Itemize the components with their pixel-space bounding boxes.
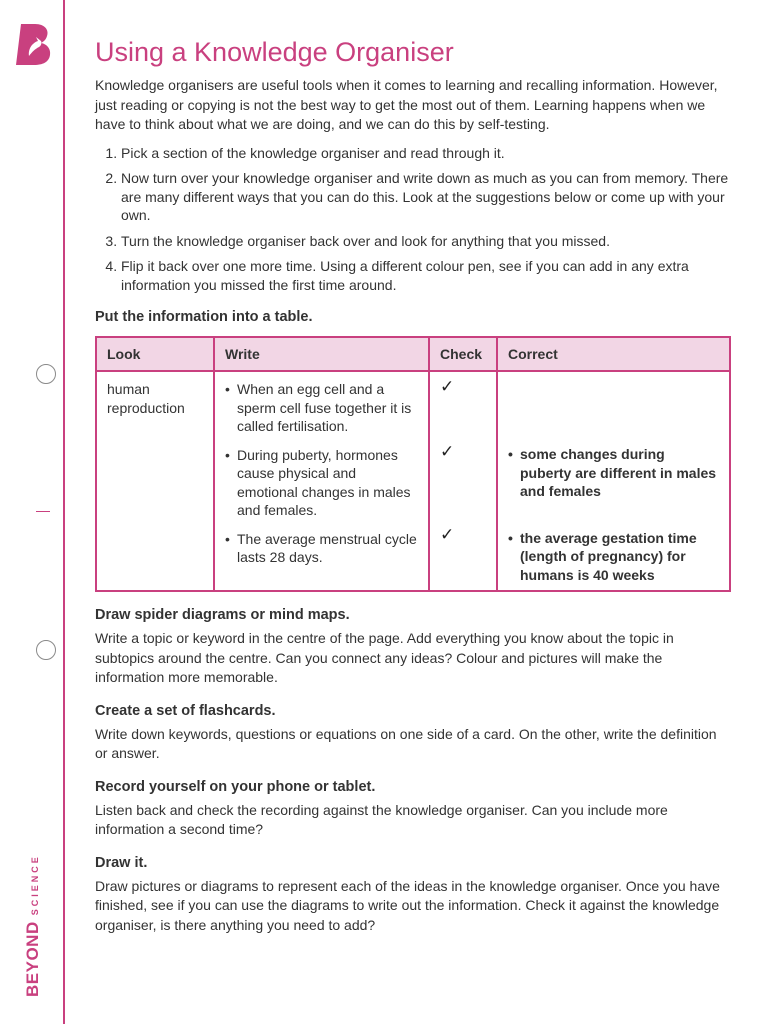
write-item: • During puberty, hormones cause physical and emotional changes in males and females.: [225, 446, 418, 520]
check-mark-icon: ✓: [440, 377, 455, 396]
step-item: 4. Flip it back over one more time. Using a different colour pen, see if you can add in any extra information you missed the first time around.: [121, 257, 732, 294]
section-heading: Create a set of flashcards.: [95, 702, 276, 719]
intro-paragraph: Knowledge organisers are useful tools when it comes to learning and recalling information. However, just reading or copying is not the best way to get the most out of them. Learning happens when we have to think about what we are doing, and we can do this by self-testing.: [95, 77, 718, 132]
section-heading: Draw spider diagrams or mind maps.: [95, 607, 350, 623]
step-item: 1. Pick a section of the knowledge organiser and read through it.: [121, 144, 732, 163]
table-header-row: [96, 337, 730, 371]
page-title: Using a Knowledge Organiser: [95, 37, 454, 67]
correct-item: • the average gestation time (length of pregnancy) for humans is 40 weeks: [508, 529, 719, 585]
steps-list: [95, 144, 732, 295]
section-body: Listen back and check the recording against the knowledge organiser. Can you include more information a second time?: [95, 801, 668, 837]
fold-mark: [36, 511, 50, 512]
table-row: [96, 371, 730, 591]
section-body: Write down keywords, questions or equations on one side of a card. On the other, write the definition or answer.: [95, 725, 717, 761]
section-body: Write a topic or keyword in the centre of the page. Add everything you know about the topic in subtopics around the centre. Can you connect any ideas? Colour and pictures will make the information more memorable.: [95, 630, 674, 685]
brand-name: BEYOND: [23, 921, 42, 997]
cell-check: [429, 371, 497, 591]
correct-item: • some changes during puberty are different in males and females: [508, 445, 719, 501]
check-mark-icon: ✓: [440, 525, 455, 544]
header-check: Check: [429, 337, 497, 371]
cell-look: human reproduction: [96, 371, 214, 591]
header-correct: Correct: [497, 337, 730, 371]
step-item: 3. Turn the knowledge organiser back over and look for anything that you missed.: [121, 232, 732, 251]
write-item: • The average menstrual cycle lasts 28 days.: [225, 530, 418, 567]
brand-sub: SCIENCE: [30, 854, 40, 916]
section-body: Draw pictures or diagrams to represent each of the ideas in the knowledge organiser. Once you have finished, see if you can use the diagrams to write out the information. Check it against the knowledge organiser, is there anything you need to add?: [95, 877, 720, 933]
beyond-b-logo-icon: [14, 22, 52, 66]
punch-hole: [36, 364, 56, 384]
margin-line: [63, 0, 65, 1024]
punch-hole: [36, 640, 56, 660]
check-mark-icon: ✓: [440, 442, 455, 461]
look-write-check-table: [95, 336, 731, 592]
cell-write: [214, 371, 429, 591]
section-heading: Draw it.: [95, 854, 148, 871]
header-look: Look: [96, 337, 214, 371]
brand-wordmark: [23, 854, 43, 997]
document-body: [95, 34, 732, 935]
cell-correct: [497, 371, 730, 591]
table-heading: Put the information into a table.: [95, 309, 313, 325]
section-heading: Record yourself on your phone or tablet.: [95, 778, 376, 795]
step-item: 2. Now turn over your knowledge organiser and write down as much as you can from memory. There are many different ways that you can do this. Look at the suggestions below or come up with your own.: [121, 169, 732, 225]
write-item: • When an egg cell and a sperm cell fuse together it is called fertilisation.: [225, 380, 418, 436]
header-write: Write: [214, 337, 429, 371]
